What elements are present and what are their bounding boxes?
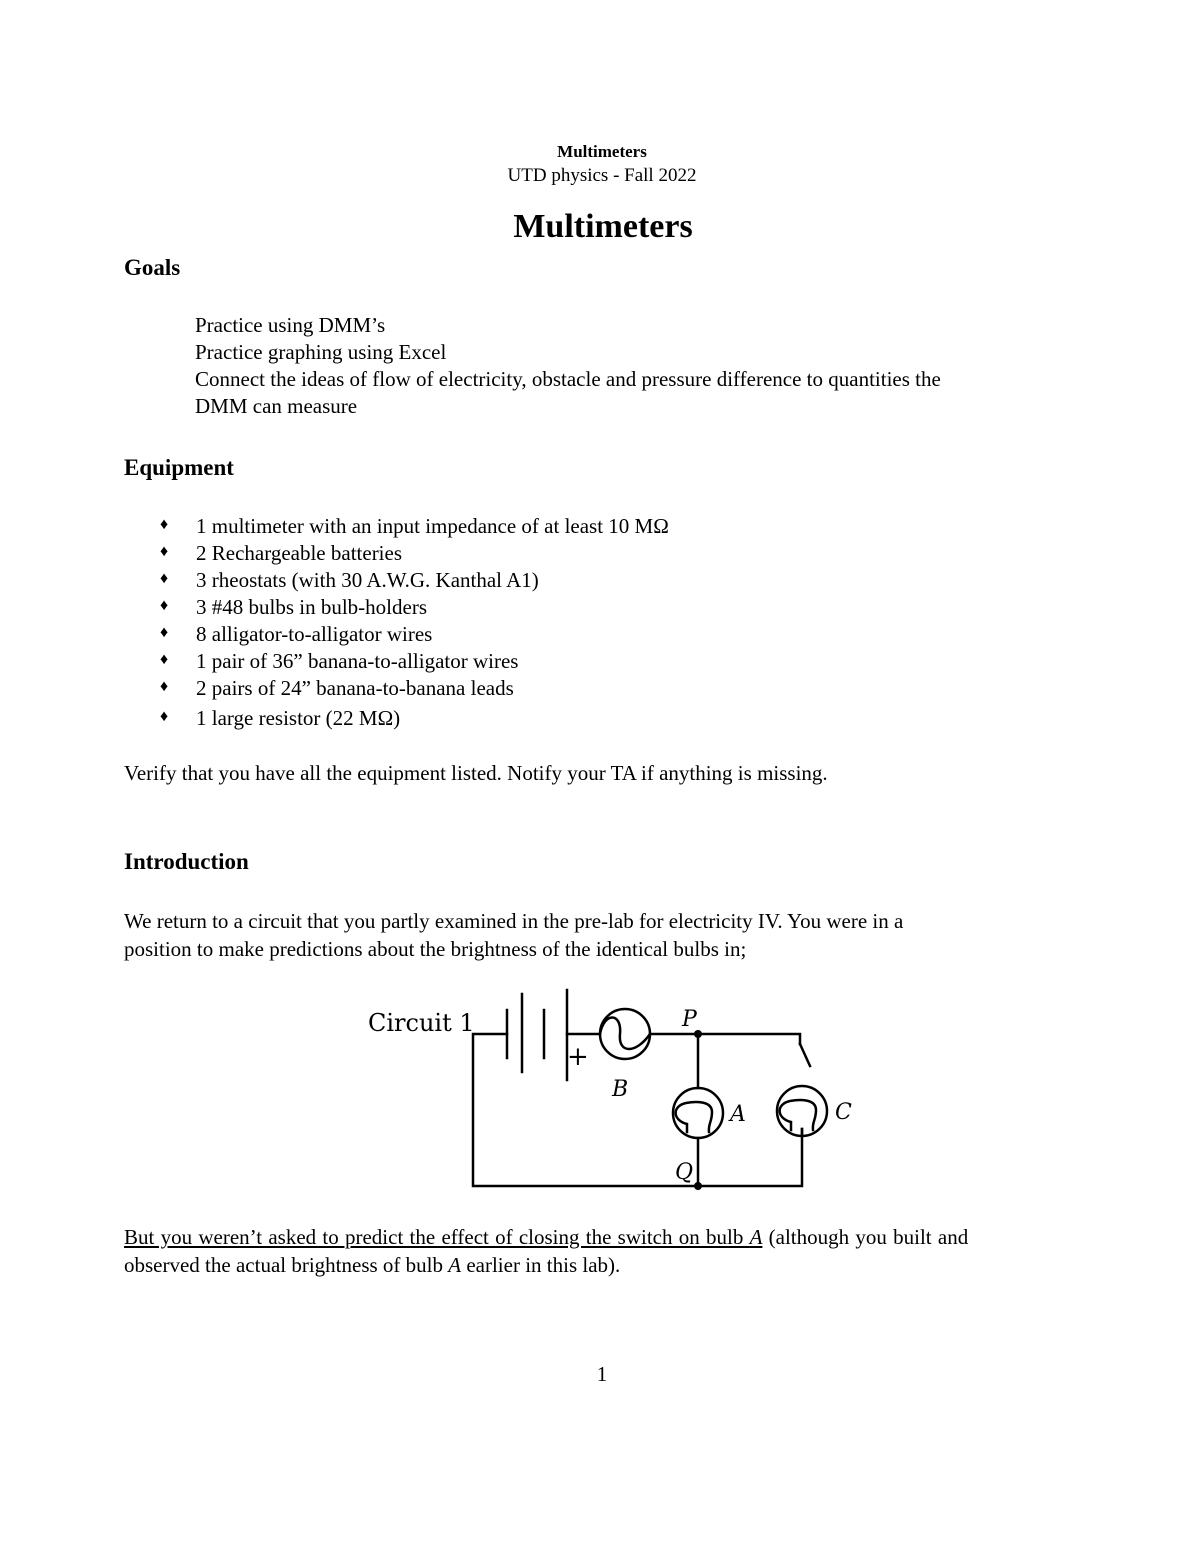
goal-item: Practice using DMM’s [195, 313, 386, 337]
goal-item: DMM can measure [195, 394, 358, 418]
goals-heading: Goals [124, 255, 181, 280]
bulb-b-label: B [612, 1077, 629, 1102]
node-p-label: P [682, 1007, 697, 1032]
bulb-filament [676, 1102, 712, 1132]
introduction-heading: Introduction [124, 849, 249, 874]
diamond-bullet-icon: ♦ [160, 597, 169, 614]
bulb-filament [600, 1018, 650, 1050]
bulb-a-label: A [730, 1102, 746, 1127]
equipment-item-text: 1 pair of 36” banana-to-alligator wires [196, 649, 519, 673]
diamond-bullet-icon: ♦ [160, 678, 169, 695]
underlined-text: But you weren’t asked to predict the effect of closing the switch on bulb A [124, 1225, 763, 1249]
diamond-bullet-icon: ♦ [160, 651, 169, 668]
equipment-item-text: 1 large resistor (22 MΩ) [196, 706, 401, 730]
circuit-diagram [360, 982, 860, 1192]
goal-item: Connect the ideas of flow of electricity, obstacle and pressure difference to quantities the [195, 367, 941, 391]
equipment-item-text: 3 rheostats (with 30 A.W.G. Kanthal A1) [196, 568, 539, 592]
verify-note: Verify that you have all the equipment listed. Notify your TA if anything is missing. [124, 761, 828, 785]
equipment-heading: Equipment [124, 455, 234, 480]
diamond-bullet-icon: ♦ [160, 516, 169, 533]
switch-icon [800, 1044, 810, 1066]
intro-closing-line: observed the actual brightness of bulb A earlier in this lab). [124, 1253, 621, 1277]
diamond-bullet-icon: ♦ [160, 543, 169, 560]
node-q-label: Q [675, 1160, 694, 1185]
intro-closing-line: But you weren’t asked to predict the effect of closing the switch on bulb A (although you built and [124, 1225, 969, 1249]
intro-paragraph-line: position to make predictions about the brightness of the identical bulbs in; [124, 937, 747, 961]
bulb-c-label: C [835, 1100, 852, 1125]
equipment-item-text: 8 alligator-to-alligator wires [196, 622, 433, 646]
battery-plus-sign: + [567, 1042, 589, 1072]
diamond-bullet-icon: ♦ [160, 570, 169, 587]
running-header-title: Multimeters [557, 142, 647, 161]
junction-q-dot [694, 1182, 702, 1190]
equipment-item-text: 3 #48 bulbs in bulb-holders [196, 595, 427, 619]
running-header-course: UTD physics - Fall 2022 [507, 165, 697, 186]
equipment-item-text: 1 multimeter with an input impedance of at least 10 MΩ [196, 514, 669, 538]
equipment-item-text: 2 pairs of 24” banana-to-banana leads [196, 676, 514, 700]
bulb-b-icon [600, 1009, 650, 1059]
page-number: 1 [596, 1362, 608, 1386]
goal-item: Practice graphing using Excel [195, 340, 447, 364]
circuit-wire [650, 1034, 800, 1044]
diamond-bullet-icon: ♦ [160, 708, 169, 725]
document-title: Multimeters [513, 208, 693, 245]
bulb-a-icon [673, 1088, 723, 1138]
bulb-filament [780, 1100, 816, 1130]
diamond-bullet-icon: ♦ [160, 624, 169, 641]
circuit-label: Circuit 1 [368, 1009, 475, 1037]
equipment-item-text: 2 Rechargeable batteries [196, 541, 403, 565]
intro-paragraph-line: We return to a circuit that you partly examined in the pre-lab for electricity IV. You were in a [124, 909, 904, 933]
